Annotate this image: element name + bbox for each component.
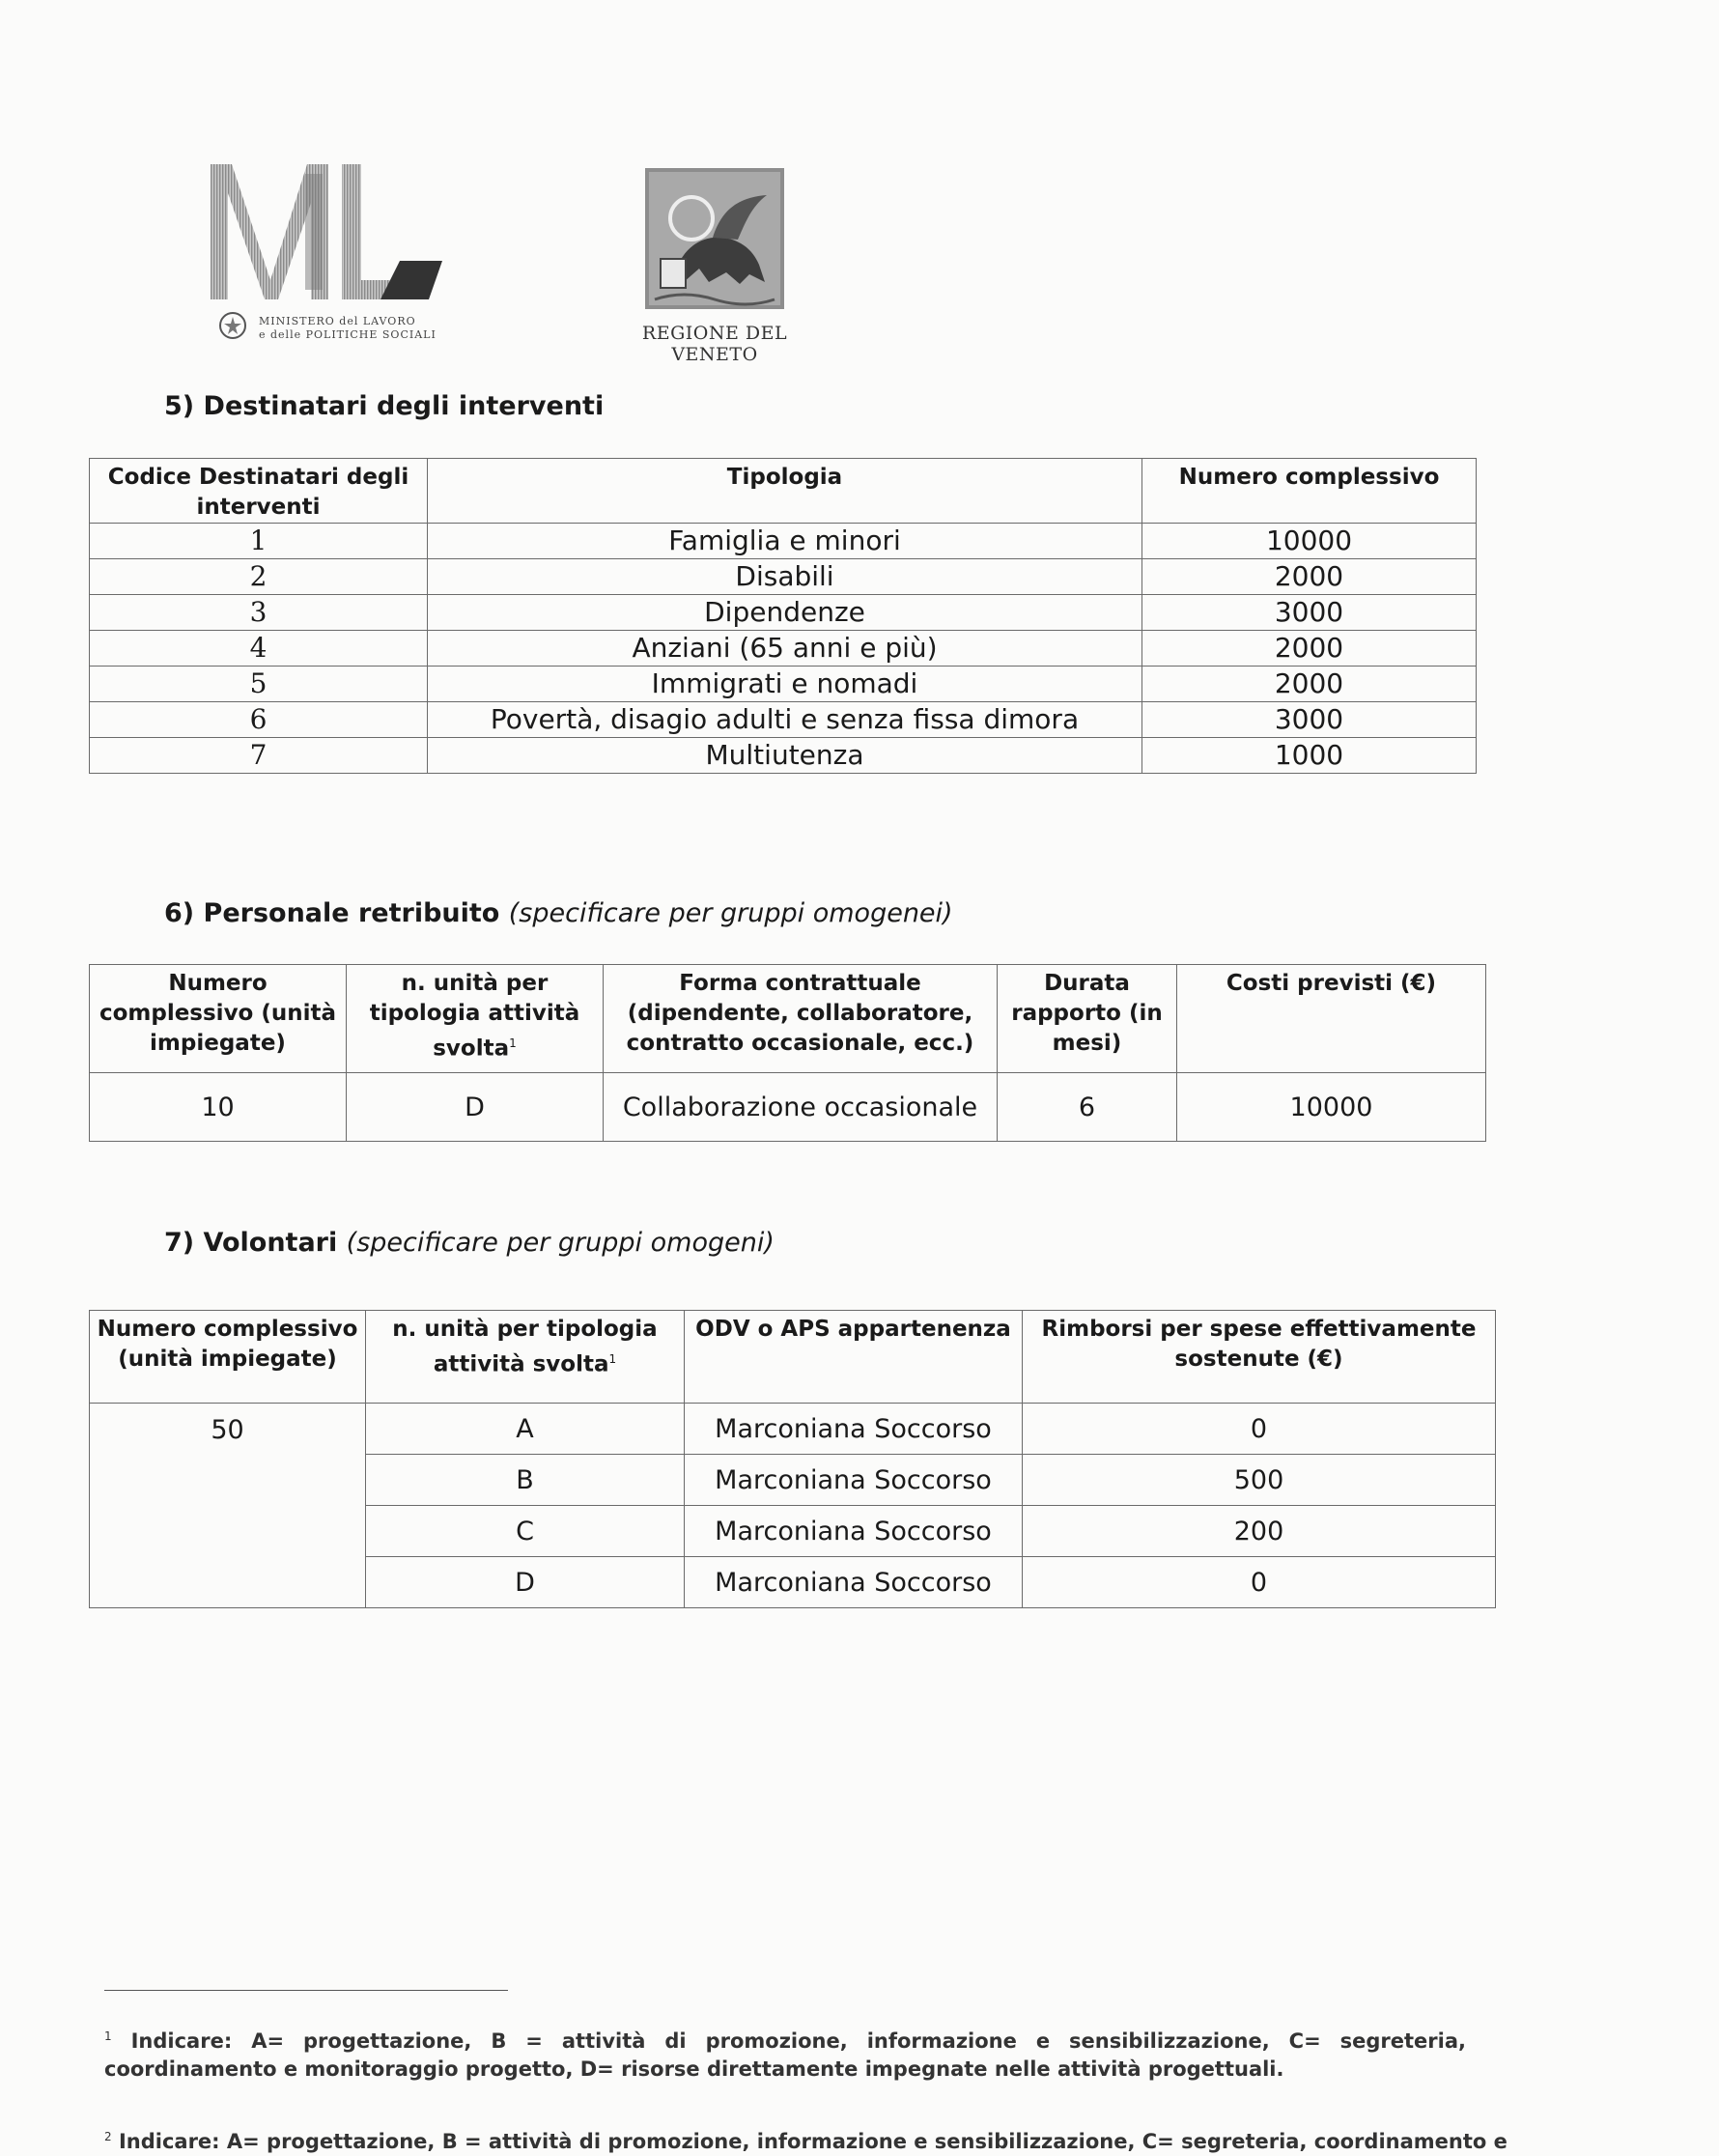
table-row xyxy=(90,667,1477,702)
header-numero-complessivo: Numero complessivo (unità impiegate) xyxy=(90,1311,366,1404)
table-row xyxy=(90,595,1477,631)
header-tipologia: Tipologia xyxy=(428,459,1142,524)
cell-type: Povertà, disagio adulti e senza fissa dimora xyxy=(428,702,1142,738)
footnote-1 xyxy=(104,2023,1466,2084)
header-numero-complessivo: Numero complessivo xyxy=(1142,459,1477,524)
section-6-number: 6) xyxy=(164,898,195,928)
cell-count: 3000 xyxy=(1142,595,1477,631)
footnote-2-mark: 2 xyxy=(104,2130,112,2143)
header-durata-rapporto: Durata rapporto (in mesi) xyxy=(998,965,1177,1073)
cell-rimborsi: 0 xyxy=(1023,1557,1496,1608)
cell-type: Disabili xyxy=(428,559,1142,595)
section-7-number: 7) xyxy=(164,1228,195,1258)
footnote-separator xyxy=(104,1990,508,1991)
section-5-heading xyxy=(164,391,604,421)
table-row xyxy=(90,1073,1486,1142)
cell-code: 4 xyxy=(90,631,428,667)
cell-count: 2000 xyxy=(1142,559,1477,595)
header-costi-previsti: Costi previsti (€) xyxy=(1177,965,1486,1073)
header-rimborsi: Rimborsi per spese effettivamente sostenute (€) xyxy=(1023,1311,1496,1404)
header-numero-complessivo: Numero complessivo (unità impiegate) xyxy=(90,965,347,1073)
section-7-heading xyxy=(164,1228,775,1258)
table-header-row xyxy=(90,965,1486,1073)
cell-rimborsi: 200 xyxy=(1023,1506,1496,1557)
header-codice: Codice Destinatari degli interventi xyxy=(90,459,428,524)
table-row xyxy=(90,524,1477,559)
cell-count: 3000 xyxy=(1142,702,1477,738)
volontari-table xyxy=(89,1310,1496,1608)
cell-type: Multiutenza xyxy=(428,738,1142,774)
table-row xyxy=(90,1404,1496,1455)
cell-tipologia: C xyxy=(366,1506,685,1557)
footnote-2 xyxy=(104,2123,1514,2156)
cell-code: 6 xyxy=(90,702,428,738)
cell-code: 3 xyxy=(90,595,428,631)
cell-type: Dipendenze xyxy=(428,595,1142,631)
header-unita-tipologia: n. unità per tipologia attività svolta$^1$ xyxy=(366,1311,685,1404)
table-header-row xyxy=(90,459,1477,524)
cell-code: 5 xyxy=(90,667,428,702)
cell-code: 2 xyxy=(90,559,428,595)
header-odv-aps: ODV o APS appartenenza xyxy=(685,1311,1023,1404)
cell-tipologia: D xyxy=(347,1073,604,1142)
cell-org: Marconiana Soccorso xyxy=(685,1506,1023,1557)
section-6-note: (specificare per gruppi omogenei) xyxy=(508,898,953,928)
personale-retribuito-table xyxy=(89,964,1486,1142)
cell-rimborsi: 500 xyxy=(1023,1455,1496,1506)
regione-veneto-name: REGIONE DEL VENETO xyxy=(641,323,788,365)
cell-forma: Collaborazione occasionale xyxy=(604,1073,998,1142)
cell-tipologia: D xyxy=(366,1557,685,1608)
cell-count: 2000 xyxy=(1142,667,1477,702)
cell-code: 7 xyxy=(90,738,428,774)
footnote-2-text: Indicare: A= progettazione, B = attività di promozione, informazione e sensibilizzazione, C= segreteria, coordinamento e xyxy=(118,2130,1508,2153)
footnote-1-mark: 1 xyxy=(104,2029,112,2043)
cell-type: Immigrati e nomadi xyxy=(428,667,1142,702)
table-row xyxy=(90,702,1477,738)
cell-type: Famiglia e minori xyxy=(428,524,1142,559)
header-forma-contrattuale: Forma contrattuale (dipendente, collaboratore, contratto occasionale, ecc.) xyxy=(604,965,998,1073)
cell-org: Marconiana Soccorso xyxy=(685,1455,1023,1506)
table-row xyxy=(90,631,1477,667)
ministero-caption xyxy=(218,311,450,350)
ministero-name-line2: e delle POLITICHE SOCIALI xyxy=(259,328,437,341)
section-5-title: Destinatari degli interventi xyxy=(203,391,605,421)
cell-org: Marconiana Soccorso xyxy=(685,1557,1023,1608)
cell-code: 1 xyxy=(90,524,428,559)
section-6-title: Personale retribuito xyxy=(203,898,500,928)
cell-durata: 6 xyxy=(998,1073,1177,1142)
cell-org: Marconiana Soccorso xyxy=(685,1404,1023,1455)
cell-type: Anziani (65 anni e più) xyxy=(428,631,1142,667)
veneto-lion-emblem xyxy=(645,168,784,309)
header-unita-tipologia: n. unità per tipologia attività svolta$^1$ xyxy=(347,965,604,1073)
footnote-ref: 1 xyxy=(608,1352,617,1366)
section-7-title: Volontari xyxy=(203,1228,338,1258)
table-row xyxy=(90,738,1477,774)
cell-rimborsi: 0 xyxy=(1023,1404,1496,1455)
cell-count: 10000 xyxy=(1142,524,1477,559)
footnote-ref: 1 xyxy=(509,1036,517,1050)
cell-count: 2000 xyxy=(1142,631,1477,667)
cell-costi: 10000 xyxy=(1177,1073,1486,1142)
cell-total-volontari: 50 xyxy=(90,1404,366,1608)
section-6-heading xyxy=(164,898,953,928)
cell-count: 1000 xyxy=(1142,738,1477,774)
table-header-row xyxy=(90,1311,1496,1404)
italian-republic-emblem-icon xyxy=(218,311,247,340)
cell-numero: 10 xyxy=(90,1073,347,1142)
footnote-1-text: Indicare: A= progettazione, B = attività di promozione, informazione e sensibilizzazione, C= segreteria, coordinamento e monitoraggio progetto, D= risorse direttamente impegnate nelle attività progettuali. xyxy=(104,2029,1466,2081)
table-row xyxy=(90,559,1477,595)
section-7-note: (specificare per gruppi omogeni) xyxy=(346,1228,775,1258)
ministero-name-line1: MINISTERO del LAVORO xyxy=(259,315,416,327)
cell-tipologia: B xyxy=(366,1455,685,1506)
ministero-logo-ml xyxy=(211,164,442,299)
cell-tipologia: A xyxy=(366,1404,685,1455)
section-5-number: 5) xyxy=(164,391,195,421)
destinatari-table xyxy=(89,458,1477,774)
